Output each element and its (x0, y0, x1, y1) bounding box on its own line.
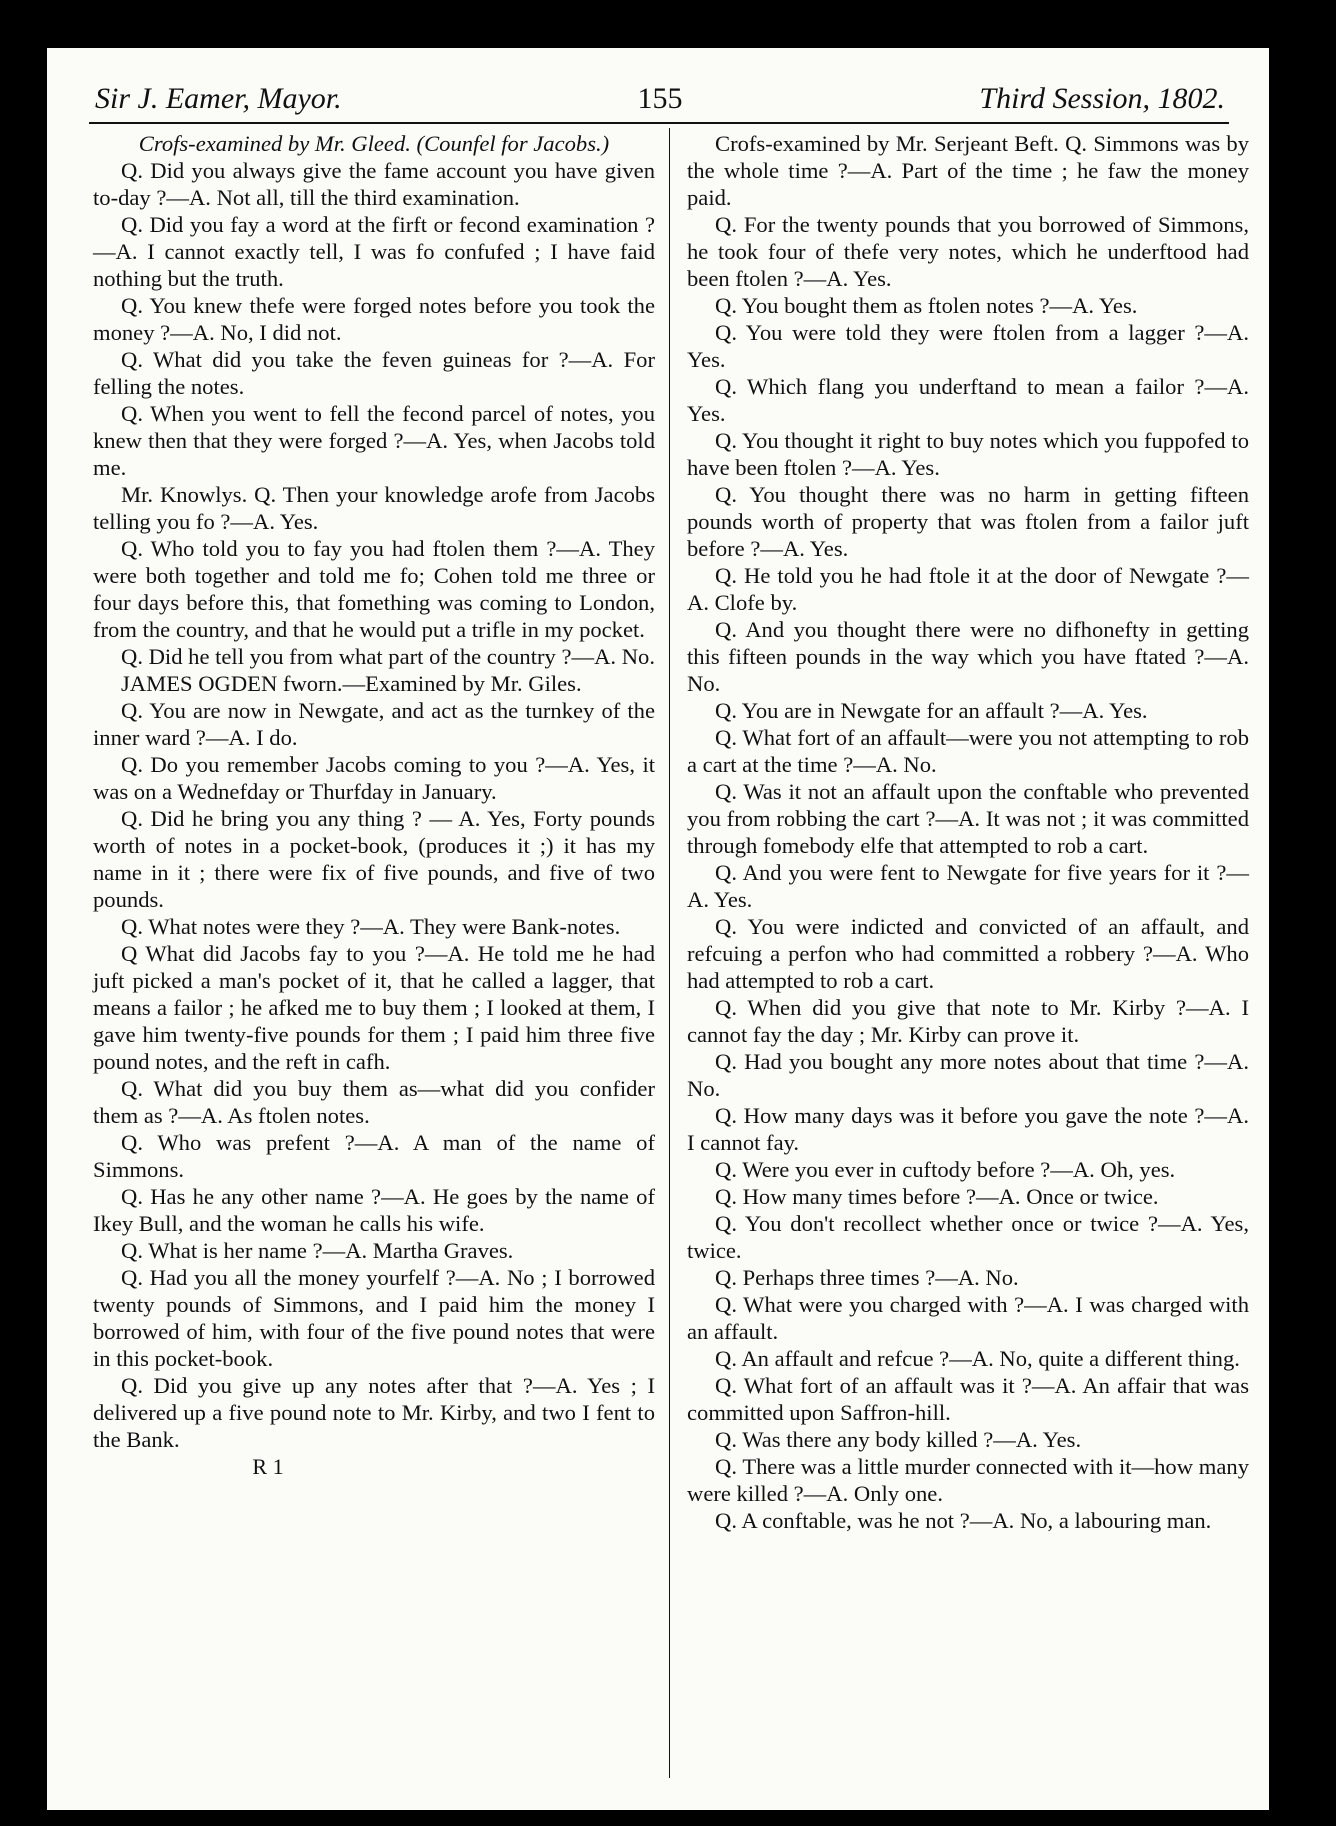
book-page (47, 48, 1269, 1810)
right-paragraph: Q. A conftable, was he not ?—A. No, a labouring man. (715, 1508, 1212, 1533)
left-paragraph: Q. Did he bring you any thing ? — A. Yes, Forty pounds worth of notes in a pocket-book, (produces it ;) it has my name in it ; there were fix of five pounds, and five of two pounds. (93, 806, 655, 912)
right-paragraph: Q. What fort of an affault was it ?—A. An affair that was committed upon Saffron-hill. (687, 1373, 1249, 1425)
left-paragraph: Q. Has he any other name ?—A. He goes by the name of Ikey Bull, and the woman he calls his wife. (93, 1184, 655, 1236)
right-paragraph: Q. How many times before ?—A. Once or twice. (715, 1184, 1159, 1209)
left-paragraph: Q. Do you remember Jacobs coming to you ?—A. Yes, it was on a Wednefday or Thurfday in January. (93, 752, 655, 804)
left-paragraph: Q. You are now in Newgate, and act as the turnkey of the inner ward ?—A. I do. (93, 698, 655, 750)
left-paragraph: Q. You knew thefe were forged notes before you took the money ?—A. No, I did not. (93, 293, 655, 345)
right-paragraph: Q. He told you he had ftole it at the door of Newgate ?—A. Clofe by. (687, 563, 1249, 615)
right-paragraph: Q. You don't recollect whether once or twice ?—A. Yes, twice. (687, 1211, 1249, 1263)
right-paragraph: Q. And you thought there were no difhonefty in getting this fifteen pounds in the way which you have ftated ?—A. No. (687, 617, 1249, 696)
header-mayor: Sir J. Eamer, Mayor. (95, 82, 342, 115)
right-paragraph: Crofs-examined by Mr. Serjeant Beft. Q. Simmons was by the whole time ?—A. Part of the time ; he faw the money paid. (687, 131, 1249, 210)
right-paragraph: Q. You were indicted and convicted of an affault, and refcuing a perfon who had committed a robbery ?—A. Who had attempted to rob a cart. (687, 914, 1249, 993)
right-paragraph: Q. How many days was it before you gave the note ?—A. I cannot fay. (687, 1103, 1249, 1155)
left-paragraph: Q. Who told you to fay you had ftolen them ?—A. They were both together and told me fo; Cohen told me three or four days before this, that fomething was coming to London, from the country, and that he would put a trifle in my pocket. (93, 536, 655, 642)
left-paragraph: Crofs-examined by Mr. Gleed. (Counfel for Jacobs.) (138, 131, 610, 156)
left-paragraph: Q. Had you all the money yourfelf ?—A. No ; I borrowed twenty pounds of Simmons, and I paid him the money I borrowed of him, with four of the five pound notes that were in this pocket-book. (93, 1265, 655, 1371)
right-paragraph: Q. You were told they were ftolen from a lagger ?—A. Yes. (687, 320, 1249, 372)
right-paragraph: Q. Was it not an affault upon the conftable who prevented you from robbing the cart ?—A. It was not ; it was committed through fomebody elfe that attempted to rob a cart. (687, 779, 1249, 858)
header-session: Third Session, 1802. (979, 82, 1225, 115)
left-paragraph: Q. What notes were they ?—A. They were Bank-notes. (121, 914, 621, 939)
left-paragraph: JAMES OGDEN fworn.—Examined by Mr. Giles. (121, 671, 582, 696)
left-paragraph: Q. When you went to fell the fecond parcel of notes, you knew then that they were forged ?—A. Yes, when Jacobs told me. (93, 401, 655, 480)
header-rule (89, 122, 1229, 124)
right-column (687, 130, 1249, 1534)
page-number: 155 (637, 82, 683, 115)
left-paragraph: Q. Who was prefent ?—A. A man of the name of Simmons. (93, 1130, 655, 1182)
left-paragraph: Q. Did you give up any notes after that ?—A. Yes ; I delivered up a five pound note to Mr. Kirby, and two I fent to the Bank. (93, 1373, 655, 1452)
right-paragraph: Q. Were you ever in cuftody before ?—A. Oh, yes. (715, 1157, 1176, 1182)
right-paragraph: Q. You bought them as ftolen notes ?—A. Yes. (715, 293, 1138, 318)
right-paragraph: Q. Was there any body killed ?—A. Yes. (715, 1427, 1082, 1452)
right-paragraph: Q. Which flang you underftand to mean a failor ?—A. Yes. (687, 374, 1249, 426)
right-paragraph: Q. An affault and refcue ?—A. No, quite a different thing. (715, 1346, 1240, 1371)
left-paragraph: Q. What did you take the feven guineas for ?—A. For felling the notes. (93, 347, 655, 399)
right-paragraph: Q. What were you charged with ?—A. I was charged with an affault. (687, 1292, 1249, 1344)
right-paragraph: Q. Had you bought any more notes about that time ?—A. No. (687, 1049, 1249, 1101)
right-paragraph: Q. When did you give that note to Mr. Kirby ?—A. I cannot fay the day ; Mr. Kirby can prove it. (687, 995, 1249, 1047)
right-paragraph: Q. And you were fent to Newgate for five years for it ?—A. Yes. (687, 860, 1249, 912)
left-paragraph: Mr. Knowlys. Q. Then your knowledge arofe from Jacobs telling you fo ?—A. Yes. (93, 482, 655, 534)
right-paragraph: Q. You are in Newgate for an affault ?—A. Yes. (715, 698, 1148, 723)
left-column (93, 130, 655, 1480)
column-divider (669, 128, 670, 1778)
right-paragraph: Q. You thought it right to buy notes which you fuppofed to have been ftolen ?—A. Yes. (687, 428, 1249, 480)
right-paragraph: Q. For the twenty pounds that you borrowed of Simmons, he took four of thefe very notes, which he underftood had been ftolen ?—A. Yes. (687, 212, 1249, 291)
left-paragraph: Q. What is her name ?—A. Martha Graves. (121, 1238, 514, 1263)
left-paragraph: Q. Did he tell you from what part of the country ?—A. No. (121, 644, 655, 669)
left-paragraph: Q What did Jacobs fay to you ?—A. He told me he had juft picked a man's pocket of it, that he called a lagger, that means a failor ; he afked me to buy them ; I looked at them, I gave him twenty-five pounds for them ; I paid him three five pound notes, and the reft in cafh. (93, 941, 655, 1074)
left-paragraph: Q. What did you buy them as—what did you confider them as ?—A. As ftolen notes. (93, 1076, 655, 1128)
right-paragraph: Q. You thought there was no harm in getting fifteen pounds worth of property that was ftolen from a failor juft before ?—A. Yes. (687, 482, 1249, 561)
left-paragraph: Q. Did you always give the fame account you have given to-day ?—A. Not all, till the third examination. (93, 158, 655, 210)
right-paragraph: Q. Perhaps three times ?—A. No. (715, 1265, 1019, 1290)
right-paragraph: Q. What fort of an affault—were you not attempting to rob a cart at the time ?—A. No. (687, 725, 1249, 777)
left-paragraph: Q. Did you fay a word at the firft or fecond examination ?—A. I cannot exactly tell, I was fo confufed ; I have faid nothing but the truth. (93, 212, 655, 291)
left-paragraph: R 1 (252, 1454, 284, 1479)
right-paragraph: Q. There was a little murder connected with it—how many were killed ?—A. Only one. (687, 1454, 1249, 1506)
